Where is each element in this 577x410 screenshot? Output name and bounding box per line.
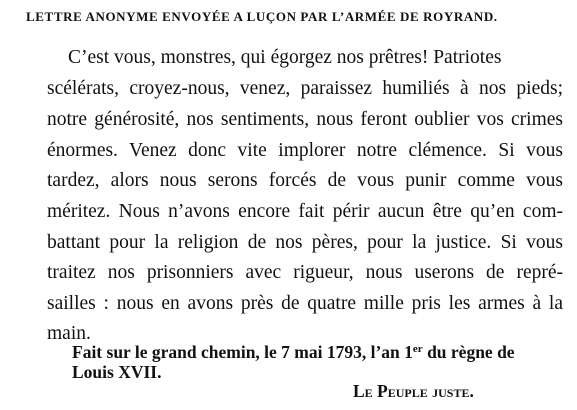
dateline-second-line: Louis XVII. <box>72 362 162 382</box>
body-line: traitez nos prisonniers avec rigueur, nous userons de repré- <box>47 262 563 283</box>
letter-heading: LETTRE ANONYME ENVOYÉE A LUÇON PAR L’ARMÉE DE ROYRAND. <box>26 9 498 24</box>
body-line: énormes. Venez donc vite implorer notre clémence. Si vous <box>47 140 563 161</box>
body-line: C’est vous, monstres, qui égorgez nos prêtres! Patriotes <box>68 47 502 68</box>
body-line: sailles : nous en avons près de quatre mille pris les armes à la <box>47 293 563 314</box>
body-line: notre générosité, nos sentiments, nous feront oublier vos crimes <box>47 109 563 130</box>
body-line: scélérats, croyez-nous, venez, paraissez humiliés à nos pieds; <box>47 78 563 99</box>
signature: Le Peuple juste. <box>353 381 474 401</box>
dateline <box>72 341 515 363</box>
dateline-text: Fait sur le grand chemin, le 7 mai 1793, l’an 1 <box>72 342 413 362</box>
ordinal-suffix: er <box>412 343 423 355</box>
body-line: méritez. Nous n’avons encore fait périr aucun être qu’en com- <box>47 201 563 222</box>
body-line: battant pour la religion de nos pères, pour la justice. Si vous <box>47 232 563 253</box>
body-line: main. <box>47 323 91 344</box>
dateline-text-end: du règne de <box>422 342 515 362</box>
body-line: tardez, alors nous serons forcés de vous punir comme vous <box>47 170 563 191</box>
